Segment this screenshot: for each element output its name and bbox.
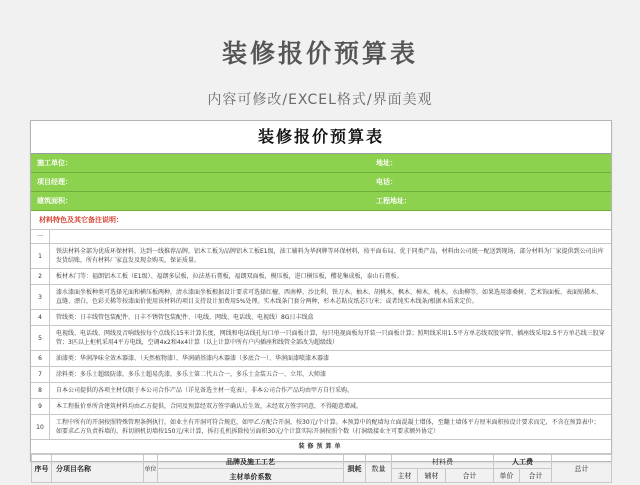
note-row — [31, 285, 611, 310]
header-main-material-factor: 主材单价系数 — [158, 469, 344, 483]
header-seq: 序号 — [32, 455, 52, 483]
spreadsheet-preview — [30, 120, 612, 481]
quote-table-header — [31, 454, 612, 483]
note-row — [31, 383, 611, 399]
sheet-title: 装修报价预算表 — [31, 121, 611, 154]
notes-title: 材料特色及其它备注说明： — [31, 211, 611, 230]
note-number: 10 — [31, 415, 50, 439]
note-row — [31, 326, 611, 351]
header-unit-price: 单价 — [494, 469, 520, 483]
note-text: 板材木门等：福朗铝木工板（E1级）、福朗多层板，拉法基石膏板，福朗双面板，模压板，进口横压板，樱花集成板，泰山石膏板。 — [56, 273, 403, 280]
header-item-name: 分项目名称 — [52, 455, 144, 483]
header-quantity: 数量 — [366, 455, 392, 483]
note-text — [50, 230, 611, 243]
page-title: 装修报价预算表 — [221, 39, 418, 68]
page-subtitle: 内容可修改/EXCEL格式/界面美观 — [207, 92, 433, 108]
note-number: 1 — [31, 244, 50, 268]
info-label-phone: 电话： — [376, 178, 397, 186]
note-number: 一 — [31, 230, 50, 243]
note-row — [31, 310, 611, 326]
note-text: 铁法材料全部为优质环保材料，达到一线推荐品牌，铝木工板为品牌铝木工板E1级，油工辅料为华润牌等环保材料，按平面布局、优于同类产品，材料由公司统一配送到现场，部分材料为厂家提供到公司出库发货结账，所有材料厂家直发及现金购买，保证质量。 — [56, 248, 604, 264]
note-row — [31, 230, 611, 244]
note-text: 工程中所有的开洞按照特殊管理条例执行，如业主有开洞可符合规范，如甲乙方配合开洞，按30元/个计算。本预算中的配墙每立面混凝土增体，至翻土墙体平方厘米面积按设计要求而定，不含在预算表中；如要求乙方负责拆墙的，拆切割机切墙按150元/米计算，拆打孔机拆除按另面积30元/个计算实际开洞按照个数（打洞级接业主可要求额外协定） — [56, 419, 600, 435]
info-label-site-address: 工程地址： — [376, 197, 411, 205]
note-number: 5 — [31, 326, 50, 350]
header-grand-total: 总计 — [552, 455, 612, 483]
note-text: 漆水漆面坐板种类可选择光面和横压板两种，清水漆面坐板根据设计要求可选择红檀、西南桦、沙比利、铁刀木、柚木、胡桃木、枫木、樟木，桃木，水曲柳等，如果选用漆桑树、艺术饰面板、表面贴稀木、直缝、漂白，色彩关稀等按漆面价使用该材料的项目支持设计加费用5%处理。实木线条门套分两种，杉木芯粘皮纸芯只/米；或者纯实木线条/根据木质来定价。 — [56, 289, 603, 305]
header-aux-material: 辅材 — [418, 469, 446, 483]
note-number: 4 — [31, 310, 50, 325]
note-text: 电视线、电话线、网线及音响线按每个点线长15米计算长度，网线和电话线孔每口单一只面板计算，每只电视面板每开装一只面板计算；照明线采用1.5平方单芯线双股穿管，插座线采用2.5平方单芯线三股穿管；3匹以上柜机采用4平方电线，空调4x2和4x4计算（以上计算中所有户内插座和线管全部改为超级线） — [56, 330, 605, 346]
note-row — [31, 351, 611, 367]
note-number: 3 — [31, 285, 50, 309]
header-labor-fee: 人工费 — [494, 455, 552, 469]
note-text: 管线类：日丰线管包装配件、日丰不锈管包装配件、（电线、网线、电话线、电视线）8G日丰线盒 — [56, 314, 314, 321]
info-row-area — [31, 192, 611, 211]
note-row — [31, 244, 611, 269]
header-material-fee: 材料费 — [392, 455, 494, 469]
info-row-company — [31, 154, 611, 173]
note-text: 本工程报价单所含建筑材料均由乙方提供，合同及预算经双方签字确认后生效，未经双方签字同意，不得随意增减。 — [56, 403, 363, 410]
header-labor-total: 合计 — [520, 469, 552, 483]
note-text: 油漆类：华润净味全效木器漆、（天然植物漆）、华润硝基漆内木器漆（多底合一）、华润面漆喷漆木器漆 — [56, 355, 330, 362]
note-number: 2 — [31, 269, 50, 284]
info-row-manager — [31, 173, 611, 192]
note-text: 自本公司提供的各项主材仅限于本公司合作产品（详见备选主材一览表），非本公司合作产品均由甲方自行采购。 — [56, 387, 354, 394]
section-label: 装修预算单 — [31, 440, 611, 454]
note-row — [31, 399, 611, 415]
header-loss: 损耗 — [344, 455, 366, 483]
note-number: 7 — [31, 367, 50, 382]
note-row — [31, 367, 611, 383]
note-row — [31, 269, 611, 285]
header-material-total: 合计 — [446, 469, 494, 483]
note-row — [31, 415, 611, 440]
header-main-material: 主材 — [392, 469, 418, 483]
info-label-address: 地址： — [376, 159, 397, 167]
info-label-manager: 项目经理： — [37, 178, 72, 186]
note-number: 9 — [31, 399, 50, 414]
note-text: 涂料类：多乐士超级防漆，多乐士超易洗漆，多乐士第二代五合一，多乐士金装五合一、立邦、大师漆 — [56, 371, 327, 378]
note-number: 6 — [31, 351, 50, 366]
info-label-area: 建筑面积： — [37, 197, 72, 205]
info-label-company: 施工单位： — [37, 159, 72, 167]
note-number: 8 — [31, 383, 50, 398]
header-unit: 单位 — [144, 455, 158, 483]
header-craft: 品牌及施工工艺 — [158, 455, 344, 469]
